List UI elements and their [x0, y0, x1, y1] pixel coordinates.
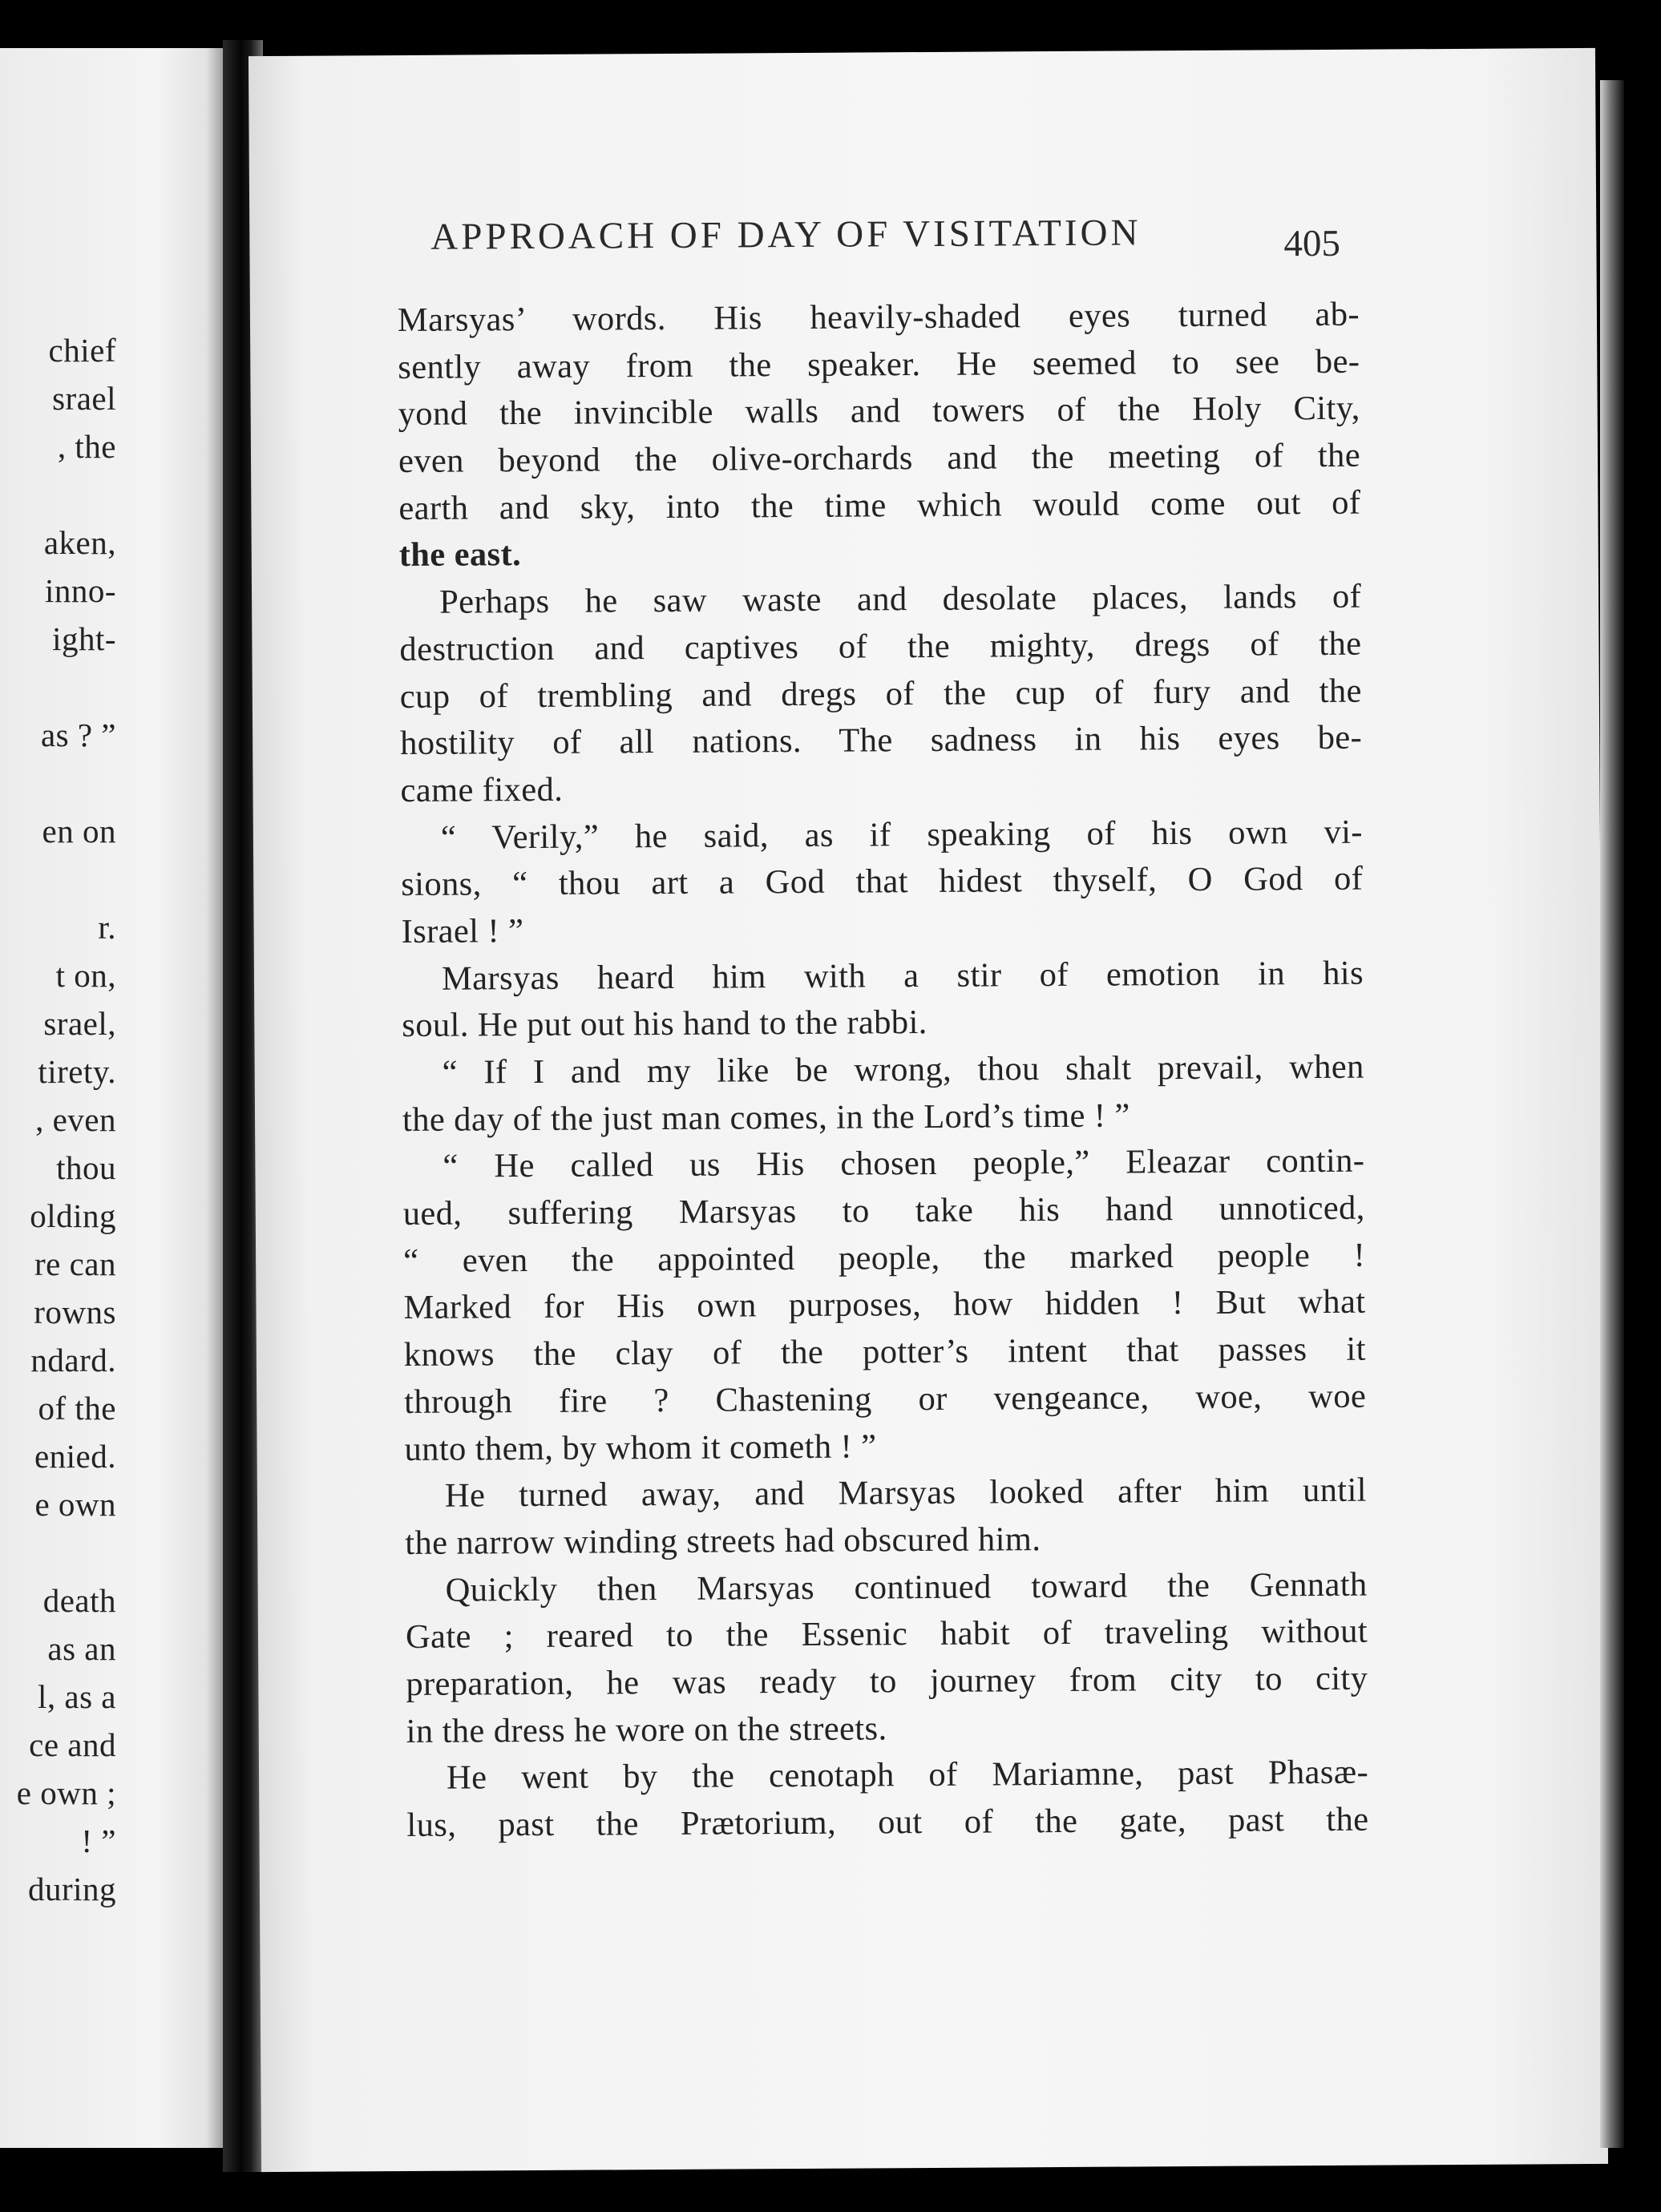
left-page-line: inno- — [44, 572, 116, 609]
text-line: “ Verily,” he said, as if speaking of his own vi- — [440, 813, 1364, 857]
text-line: destruction and captives of the mighty, dregs of the — [399, 624, 1362, 668]
left-page-line: as an — [47, 1630, 116, 1667]
text-line: Gate ; reared to the Essenic habit of traveling without — [405, 1612, 1368, 1657]
left-page-line: ! ” — [81, 1822, 116, 1859]
left-page-line: enied. — [34, 1438, 116, 1475]
text-line: Perhaps he saw waste and desolate places, lands of — [438, 577, 1362, 621]
text-line: lus, past the Prætorium, out of the gate, past the — [406, 1800, 1369, 1844]
left-page-line: aken, — [43, 524, 116, 561]
text-line: “ If I and my like be wrong, thou shalt prevail, when — [442, 1047, 1364, 1092]
text-line: “ He called us His chosen people,” Eleazar contin- — [443, 1142, 1365, 1186]
left-page-line: during — [27, 1871, 116, 1907]
text-line: even beyond the olive-orchards and the meeting of the — [398, 436, 1361, 481]
left-page-line: e own ; — [16, 1774, 116, 1811]
left-page-line: olding — [30, 1197, 116, 1234]
page-number: 405 — [1283, 222, 1341, 265]
left-page-line: tirety. — [38, 1053, 116, 1090]
text-line: He turned away, and Marsyas looked after him until — [444, 1471, 1368, 1515]
left-facing-page — [0, 48, 224, 2148]
left-page-line: ce and — [29, 1726, 116, 1763]
text-line: the narrow winding streets had obscured him. — [405, 1520, 1041, 1562]
text-line: sently away from the speaker. He seemed to see be- — [398, 342, 1360, 386]
text-line: in the dress he wore on the streets. — [406, 1709, 887, 1750]
left-page-line: , the — [57, 428, 116, 465]
left-page-line: of the — [38, 1390, 116, 1427]
text-line: He went by the cenotaph of Mariamne, past Phasæ- — [446, 1753, 1369, 1797]
text-line: the day of the just man comes, in the Lord’s time ! ” — [402, 1096, 1130, 1139]
page-edge-shadow — [1600, 80, 1624, 2148]
left-page-line: , even — [35, 1101, 116, 1138]
text-line: “ even the appointed people, the marked people ! — [402, 1236, 1366, 1280]
left-page-line: l, as a — [38, 1678, 116, 1715]
left-page-line: chief — [48, 332, 116, 369]
text-line: the east. — [398, 535, 522, 575]
left-page-line: death — [42, 1582, 116, 1619]
text-line: ued, suffering Marsyas to take his hand unnoticed, — [402, 1189, 1365, 1233]
left-page-line: t on, — [55, 957, 116, 994]
text-line: earth and sky, into the time which would come out of — [398, 483, 1361, 527]
text-line: yond the invincible walls and towers of the Holy City, — [398, 390, 1360, 434]
left-page-line: as ? ” — [40, 716, 116, 753]
text-line: hostility of all nations. The sadness in his eyes be- — [400, 718, 1363, 763]
left-page-line: en on — [42, 813, 116, 850]
left-page-line: ndard. — [30, 1342, 116, 1378]
left-page-line: e own — [34, 1486, 116, 1523]
left-page-line: ight- — [52, 620, 116, 657]
running-head: APPROACH OF DAY OF VISITATION — [430, 212, 1142, 258]
text-line: Marsyas’ words. His heavily-shaded eyes turned ab- — [397, 295, 1360, 340]
left-page-line: thou — [56, 1149, 116, 1186]
text-line: sions, “ thou art a God that hidest thyself, O God of — [401, 859, 1364, 904]
text-line: soul. He put out his hand to the rabbi. — [402, 1003, 927, 1045]
left-page-line: srael — [52, 380, 116, 417]
body-text — [398, 292, 1369, 1850]
text-line: Marked for His own purposes, how hidden ! But what — [403, 1283, 1366, 1327]
left-page-line: srael, — [43, 1005, 116, 1042]
text-line: cup of trembling and dregs of the cup of fury and the — [399, 672, 1362, 716]
text-line: through fire ? Chastening or vengeance, woe, woe — [404, 1377, 1367, 1421]
text-line: Quickly then Marsyas continued toward the Gennath — [445, 1565, 1368, 1609]
text-line: came fixed. — [400, 770, 564, 809]
text-line: Israel ! ” — [401, 912, 524, 951]
right-page — [249, 48, 1608, 2172]
text-line: Marsyas heard him with a stir of emotion in his — [441, 954, 1364, 998]
text-line: knows the clay of the potter’s intent that passes it — [403, 1330, 1366, 1374]
text-line: unto them, by whom it cometh ! ” — [404, 1427, 877, 1468]
left-page-line: r. — [98, 909, 116, 946]
text-line: preparation, he was ready to journey from city to city — [406, 1659, 1368, 1703]
left-page-line: re can — [34, 1245, 116, 1282]
left-page-line: rowns — [34, 1294, 116, 1330]
